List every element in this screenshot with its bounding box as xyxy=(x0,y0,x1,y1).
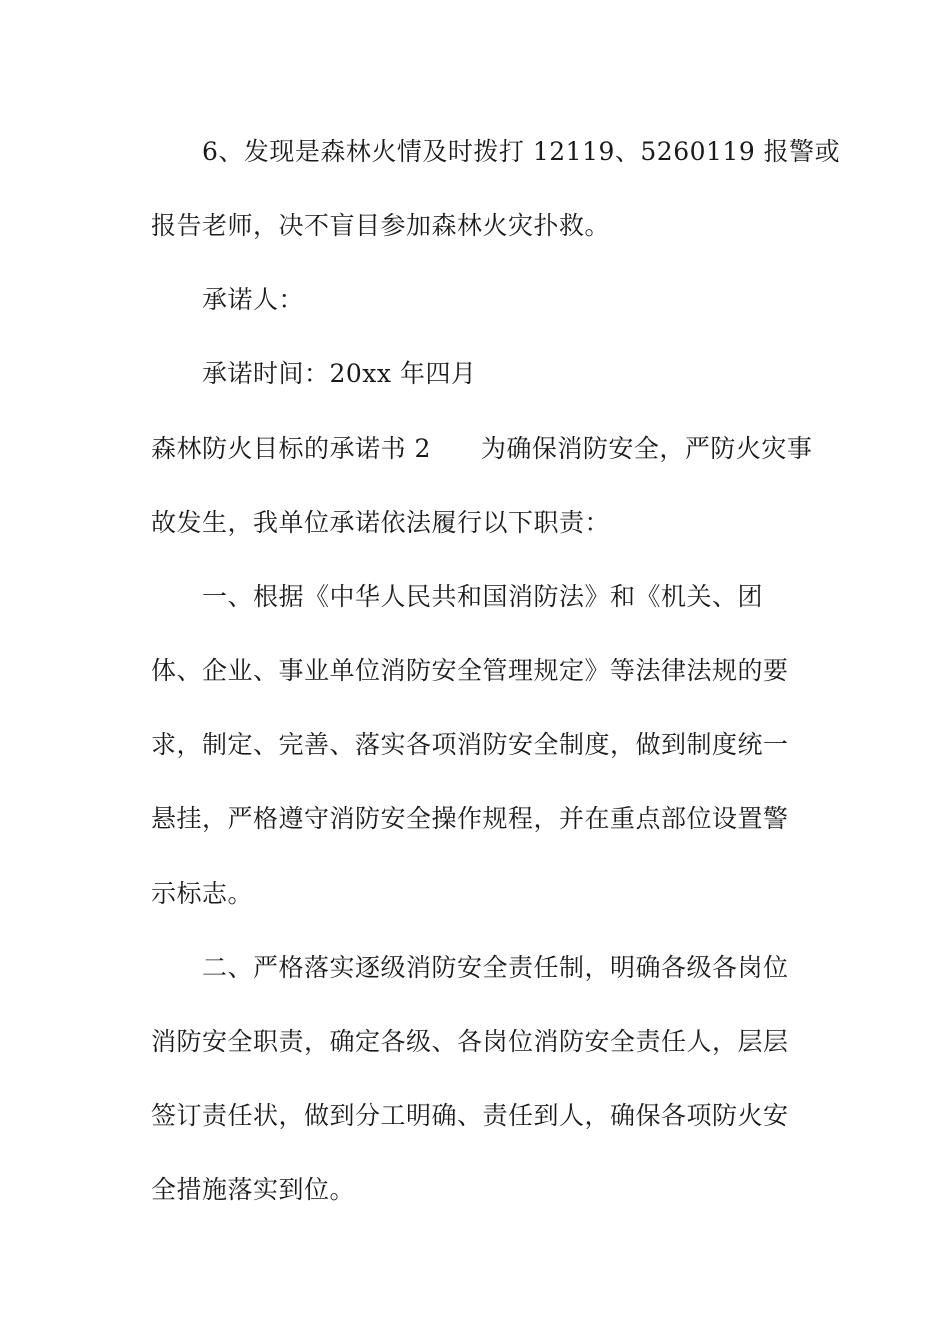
paragraph-line: 一、根据《中华人民共和国消防法》和《机关、团 xyxy=(202,582,764,611)
paragraph-start: 为确保消防安全，严防火灾事 xyxy=(480,434,813,463)
paragraph-line: 报告老师，决不盲目参加森林火灾扑救。 xyxy=(151,211,611,240)
paragraph-line: 求，制定、完善、落实各项消防安全制度，做到制度统一 xyxy=(151,730,789,759)
paragraph-line: 示标志。 xyxy=(151,879,254,908)
paragraph-line: 全措施落实到位。 xyxy=(151,1175,356,1204)
paragraph-line: 体、企业、事业单位消防安全管理规定》等法律法规的要 xyxy=(151,656,789,685)
paragraph-line: 悬挂，严格遵守消防安全操作规程，并在重点部位设置警 xyxy=(151,804,789,833)
paragraph-line: 6、发现是森林火情及时拨打 12119、5260119 报警或 xyxy=(202,137,841,166)
paragraph-line: 消防安全职责，确定各级、各岗位消防安全责任人，层层 xyxy=(151,1027,789,1056)
signatory-label: 承诺人： xyxy=(202,285,305,314)
paragraph-line: 二、严格落实逐级消防安全责任制，明确各级各岗位 xyxy=(202,953,789,982)
section-title: 森林防火目标的承诺书 2 xyxy=(151,434,431,463)
pledge-date: 承诺时间：20xx 年四月 xyxy=(202,359,477,388)
paragraph-line: 故发生，我单位承诺依法履行以下职责： xyxy=(151,508,611,537)
paragraph-line: 签订责任状，做到分工明确、责任到人，确保各项防火安 xyxy=(151,1101,789,1130)
section-heading-line xyxy=(151,436,812,461)
